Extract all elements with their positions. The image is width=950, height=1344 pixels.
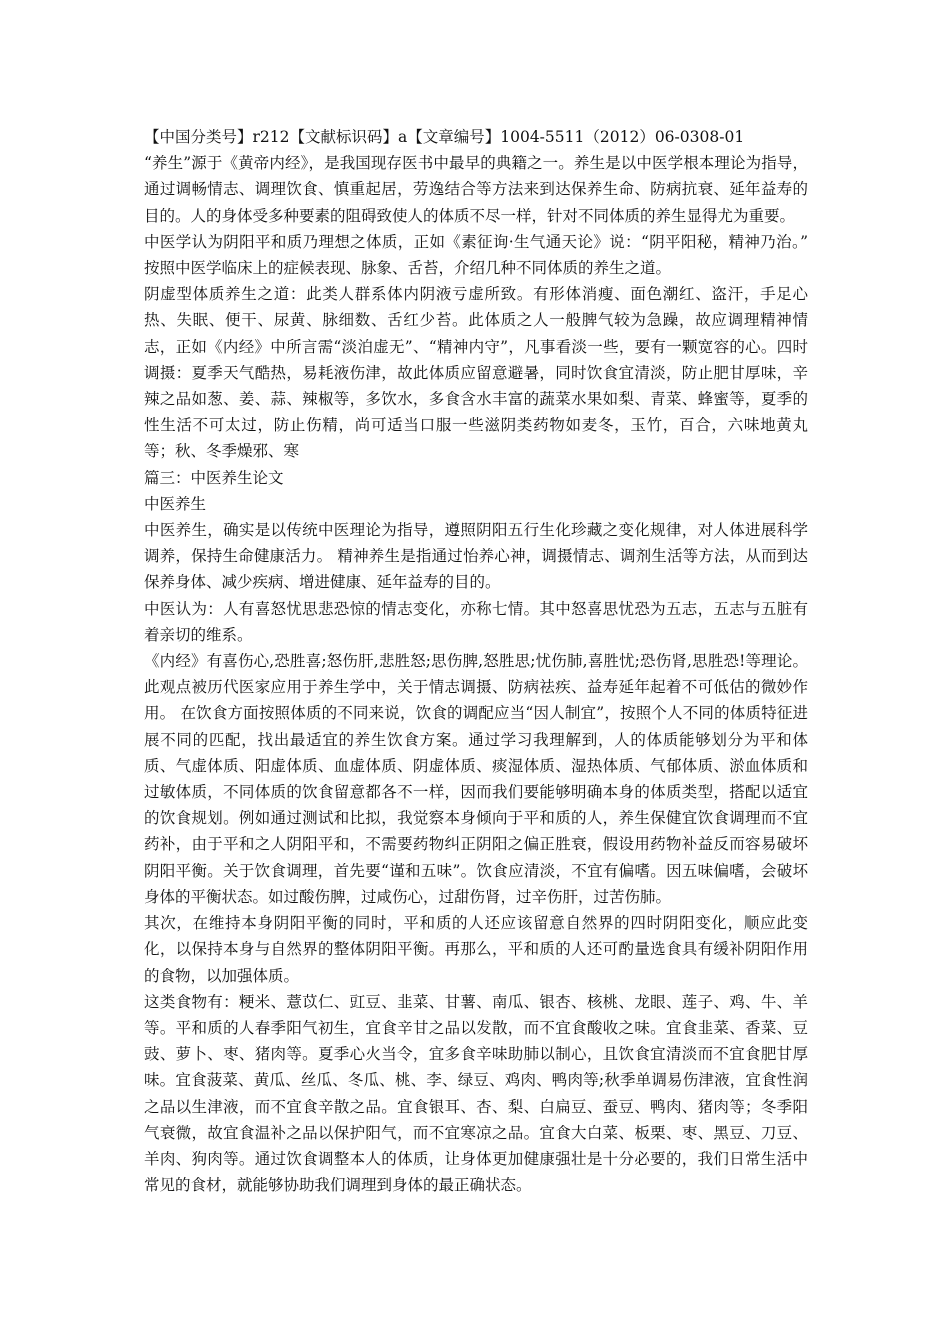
paragraph-intro: “养生”源于《黄帝内经》，是我国现存医书中最早的典籍之一。养生是以中医学根本理论为指导，通过调畅情志、调理饮食、慎重起居，劳逸结合等方法来到达保养生命、防病抗衰、延年益寿的目的。人的身体受多种要素的阻碍致使人的体质不尽一样，针对不同体质的养生显得尤为重要。 <box>144 154 808 225</box>
section-heading: 篇三：中医养生论文 <box>144 468 284 487</box>
section-subheading: 中医养生 <box>144 494 207 513</box>
paragraph-foods: 这类食物有：粳米、薏苡仁、豇豆、韭菜、甘薯、南瓜、银杏、核桃、龙眼、莲子、鸡、牛、羊等。平和质的人春季阳气初生，宜食辛甘之品以发散，而不宜食酸收之味。宜食韭菜、香菜、豆豉、萝卜、枣、猪肉等。夏季心火当令，宜多食辛味助肺以制心，且饮食宜清淡而不宜食肥甘厚味。宜食菠菜、黄瓜、丝瓜、冬瓜、桃、李、绿豆、鸡肉、鸭肉等;秋季单调易伤津液，宜食性润之品以生津液，而不宜食辛散之品。宜食银耳、杏、梨、白扁豆、蚕豆、鸭肉、猪肉等；冬季阳气衰微，故宜食温补之品以保护阳气，而不宜寒凉之品。宜食大白菜、板栗、枣、黑豆、刀豆、羊肉、狗肉等。通过饮食调整本人的体质，让身体更加健康强壮是十分必要的，我们日常生活中常见的食材，就能够协助我们调理到身体的最正确状态。 <box>144 992 808 1195</box>
paragraph-neijing-diet: 《内经》有喜伤心,恐胜喜;怒伤肝,悲胜怒;思伤脾,怒胜思;忧伤肺,喜胜忧;恐伤肾,思胜恐!等理论。此观点被历代医家应用于养生学中，关于情志调摄、防病祛疾、益寿延年起着不可低估的微妙作用。 在饮食方面按照体质的不同来说，饮食的调配应当“因人制宜”，按照个人不同的体质特征进展不同的匹配，找出最适宜的养生饮食方案。通过学习我理解到，人的体质能够划分为平和体质、气虚体质、阳虚体质、血虚体质、阴虚体质、痰湿体质、湿热体质、气郁体质、淤血体质和过敏体质，不同体质的饮食留意都各不一样，因而我们要能够明确本身的体质类型，搭配以适宜的饮食规划。例如通过测试和比拟，我觉察本身倾向于平和质的人，养生保健宜饮食调理而不宜药补，由于平和之人阴阳平和，不需要药物纠正阴阳之偏正胜衰，假设用药物补益反而容易破坏阴阳平衡。关于饮食调理，首先要“谨和五味”。饮食应清淡，不宜有偏嗜。因五味偏嗜，会破坏身体的平衡状态。如过酸伤脾，过咸伤心，过甜伤肾，过辛伤肝，过苦伤肺。 <box>144 652 808 906</box>
paragraph-yin-deficiency: 阴虚型体质养生之道：此类人群系体内阴液亏虚所致。有形体消瘦、面色潮红、盗汗，手足心热、失眠、便干、尿黄、脉细数、舌红少苔。此体质之人一般脾气较为急躁，故应调理精神情志，正如《内经》中所言需“淡泊虚无”、“精神内守”，凡事看淡一些，要有一颗宽容的心。四时调摄：夏季天气酷热，易耗液伤津，故此体质应留意避暑，同时饮食宜清淡，防止肥甘厚味，辛辣之品如葱、姜、蒜、辣椒等，多饮水，多食含水丰富的蔬菜水果如梨、青菜、蜂蜜等，夏季的性生活不可太过，防止伤精，尚可适当口服一些滋阴类药物如麦冬，玉竹，百合，六味地黄丸等；秋、冬季燥邪、寒 <box>144 285 808 461</box>
paragraph-yin-yang: 中医学认为阴阳平和质乃理想之体质，正如《素征询·生气通天论》说：“阴平阳秘，精神乃治。” 按照中医学临床上的症候表现、脉象、舌苔，介绍几种不同体质的养生之道。 <box>144 232 808 278</box>
classification-line: 【中国分类号】r212【文献标识码】a【文章编号】1004-5511（2012）06-0308-01 <box>144 128 745 146</box>
document-body <box>144 124 808 1198</box>
paragraph-balance: 其次，在维持本身阴阳平衡的同时，平和质的人还应该留意自然界的四时阴阳变化，顺应此变化，以保持本身与自然界的整体阴阳平衡。再那么，平和质的人还可酌量选食具有缓补阴阳作用的食物，以加强体质。 <box>144 914 808 985</box>
paragraph-seven-emotions: 中医认为：人有喜怒忧思悲恐惊的情志变化，亦称七情。其中怒喜思忧恐为五志，五志与五脏有着亲切的维系。 <box>144 599 808 644</box>
paragraph-tcm-health: 中医养生，确实是以传统中医理论为指导，遵照阴阳五行生化珍藏之变化规律，对人体进展科学调养，保持生命健康活力。 精神养生是指通过怡养心神，调摄情志、调剂生活等方法，从而到达保养身体、减少疾病、增进健康、延年益寿的目的。 <box>144 521 808 592</box>
